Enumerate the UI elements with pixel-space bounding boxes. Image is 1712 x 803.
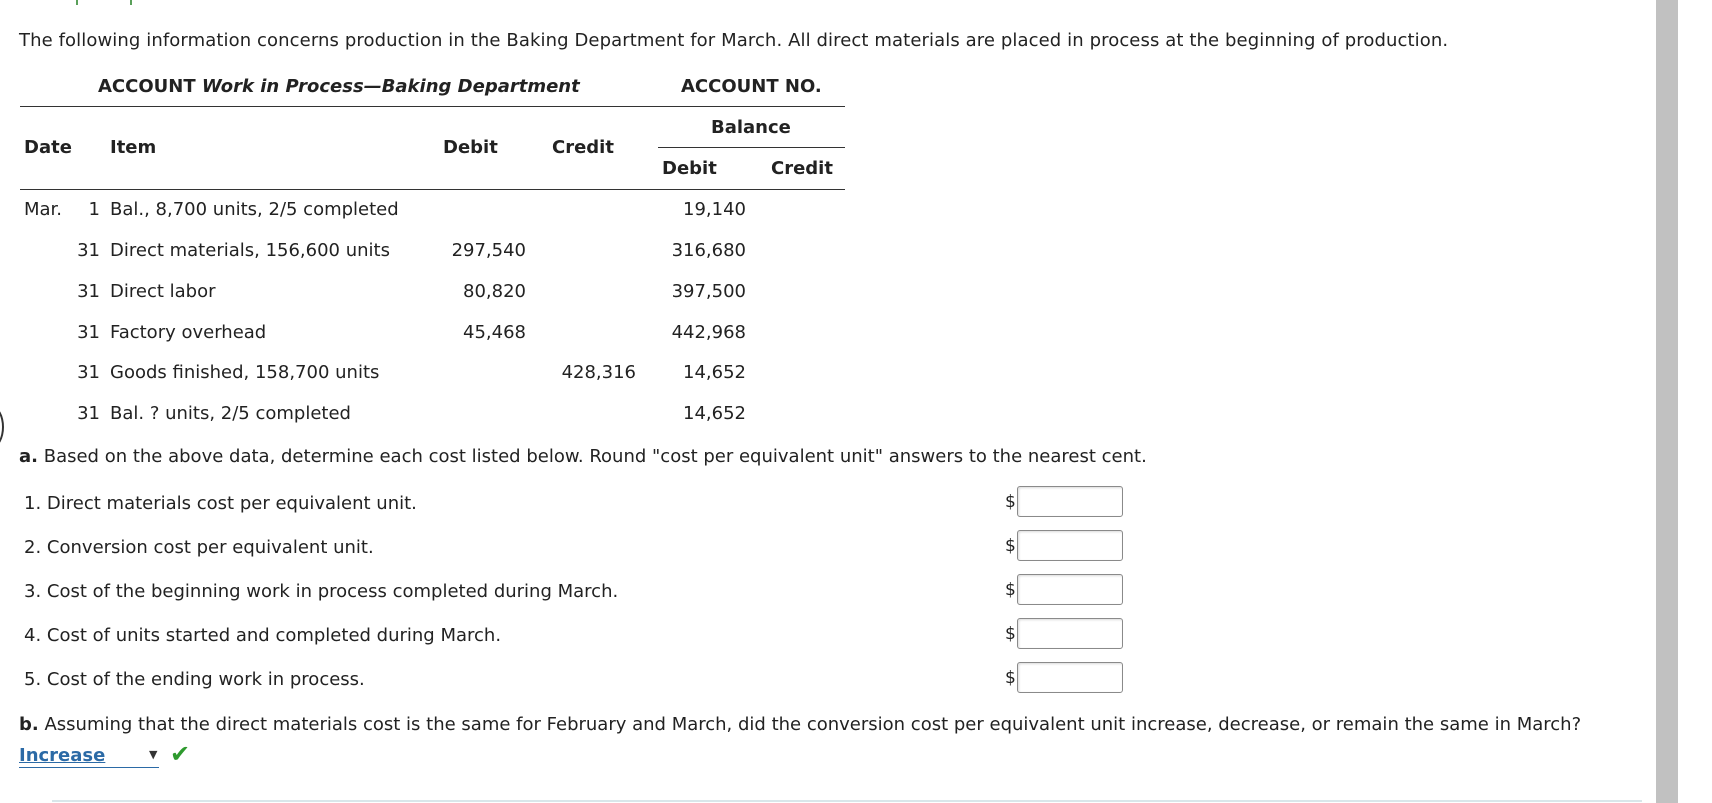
scroll-gutter [1678, 0, 1712, 803]
intro-text: The following information concerns production in the Baking Department for March. All direct materials are placed in process at the beginning of production. [19, 30, 1449, 51]
progress-marks [70, 0, 140, 6]
item-number: 4. [24, 625, 42, 646]
balance-rule [658, 147, 845, 148]
dm-cost-per-unit-input[interactable] [1017, 486, 1123, 517]
conversion-cost-per-unit-input[interactable] [1017, 530, 1123, 561]
row-item: Bal., 8,700 units, 2/5 completed [110, 199, 399, 220]
col-balance-credit: Credit [771, 158, 833, 179]
row-day: 31 [77, 322, 100, 343]
row-item: Factory overhead [110, 322, 267, 343]
item-text: Cost of the beginning work in process completed during March. [46, 581, 619, 602]
table-top-rule [20, 106, 845, 107]
item-number: 1. [24, 493, 42, 514]
row-item: Direct labor [110, 281, 216, 302]
item-text: Cost of units started and completed during March. [46, 625, 502, 646]
row-balance-debit: 442,968 [671, 322, 746, 343]
col-balance-debit: Debit [662, 158, 717, 179]
list-item [24, 625, 501, 646]
dollar-sign: $ [1005, 668, 1016, 688]
section-divider [52, 800, 1642, 802]
col-balance: Balance [711, 117, 791, 138]
row-balance-debit: 316,680 [671, 240, 746, 261]
beginning-wip-cost-input[interactable] [1017, 574, 1123, 605]
part-a-question [19, 446, 1147, 467]
row-day: 1 [88, 199, 100, 220]
part-a-text: Based on the above data, determine each cost listed below. Round "cost per equivalent unit" answers to the nearest cent. [43, 446, 1147, 467]
list-item [24, 493, 417, 514]
col-date: Date [24, 137, 72, 158]
list-item [24, 537, 374, 558]
row-debit: 297,540 [451, 240, 526, 261]
row-item: Direct materials, 156,600 units [110, 240, 390, 261]
conversion-change-select[interactable] [19, 745, 159, 769]
item-number: 5. [24, 669, 42, 690]
row-balance-debit: 14,652 [683, 362, 746, 383]
row-debit: 80,820 [463, 281, 526, 302]
list-item [24, 581, 618, 602]
row-credit: 428,316 [561, 362, 636, 383]
part-b-question [19, 714, 1581, 735]
header-bottom-rule [20, 189, 845, 190]
account-name: Work in Process—Baking Department [201, 76, 580, 97]
dollar-sign: $ [1005, 580, 1016, 600]
item-text: Direct materials cost per equivalent unit. [46, 493, 417, 514]
col-debit: Debit [443, 137, 498, 158]
dollar-sign: $ [1005, 624, 1016, 644]
row-day: 31 [77, 240, 100, 261]
part-b-letter: b. [19, 714, 39, 735]
row-balance-debit: 397,500 [671, 281, 746, 302]
side-circle-icon [0, 406, 4, 448]
row-balance-debit: 14,652 [683, 403, 746, 424]
account-label: ACCOUNT [98, 76, 196, 97]
item-text: Cost of the ending work in process. [46, 669, 365, 690]
scrollbar[interactable] [1656, 0, 1678, 803]
list-item [24, 669, 365, 690]
item-number: 3. [24, 581, 42, 602]
item-number: 2. [24, 537, 42, 558]
account-title [98, 76, 580, 97]
row-item: Bal. ? units, 2/5 completed [110, 403, 351, 424]
started-completed-cost-input[interactable] [1017, 618, 1123, 649]
item-text: Conversion cost per equivalent unit. [46, 537, 374, 558]
row-day: 31 [77, 362, 100, 383]
check-icon: ✔ [170, 740, 191, 768]
col-item: Item [110, 137, 157, 158]
account-no: ACCOUNT NO. [681, 76, 822, 97]
select-value: Increase [19, 745, 106, 766]
row-item: Goods finished, 158,700 units [110, 362, 380, 383]
col-credit: Credit [552, 137, 614, 158]
ending-wip-cost-input[interactable] [1017, 662, 1123, 693]
dollar-sign: $ [1005, 492, 1016, 512]
row-day: 31 [77, 281, 100, 302]
row-month: Mar. [24, 199, 63, 220]
row-day: 31 [77, 403, 100, 424]
dropdown-arrow-icon: ▼ [149, 748, 158, 761]
dollar-sign: $ [1005, 536, 1016, 556]
select-underline [19, 767, 159, 768]
row-debit: 45,468 [463, 322, 526, 343]
part-a-letter: a. [19, 446, 38, 467]
row-balance-debit: 19,140 [683, 199, 746, 220]
part-b-text: Assuming that the direct materials cost is the same for February and March, did the conversion cost per equivalent unit increase, decrease, or remain the same in March? [44, 714, 1582, 735]
